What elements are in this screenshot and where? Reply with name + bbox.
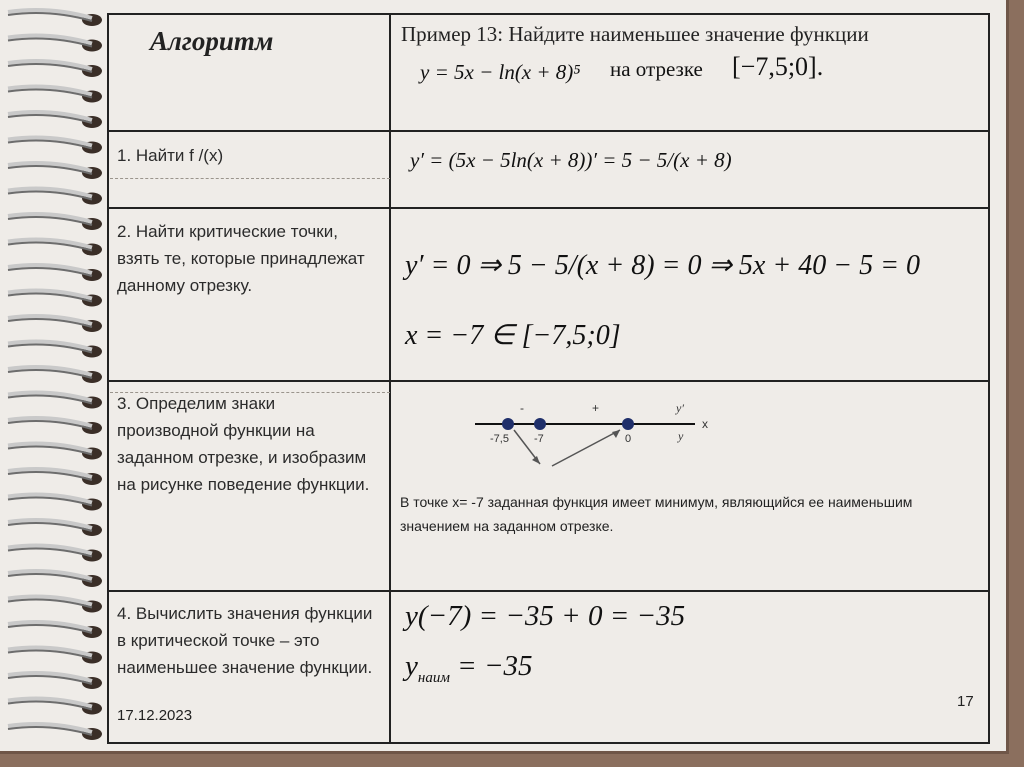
axis-x-label: x <box>702 417 708 431</box>
table-column-divider <box>389 13 391 744</box>
step-1-text: 1. Найти f /(x) <box>117 146 224 165</box>
row-dashed-line <box>110 178 390 179</box>
point-minus-7-5 <box>502 418 514 430</box>
step-2-formula-1: y′ = 0 ⇒ 5 − 5/(x + 8) = 0 ⇒ 5x + 40 − 5 = 0 <box>405 250 921 281</box>
sign-plus: + <box>592 401 600 415</box>
arrow-head <box>532 456 540 464</box>
spiral-binding <box>0 0 110 767</box>
label-minus-7-5: -7,5 <box>490 433 509 445</box>
point-minus-7 <box>534 418 546 430</box>
task-segment: [−7,5;0]. <box>732 52 824 81</box>
step-3-text: 3. Определим знаки производной функции на заданном отрезке, и изобразим на рисунке поведение функции. <box>117 394 370 494</box>
step-2-formula-2: x = −7 ∈ [−7,5;0] <box>405 320 621 351</box>
step-4-text: 4. Вычислить значения функции в критической точке – это наименьшее значение функции. <box>117 604 373 677</box>
page-number: 17 <box>957 693 974 710</box>
table-row-divider <box>107 207 990 209</box>
result-value: = −35 <box>449 650 533 682</box>
algorithm-title: Алгоритм <box>150 26 274 56</box>
step-1-formula: y′ = (5x − 5ln(x + 8))′ = 5 − 5/(x + 8) <box>410 148 732 172</box>
increasing-arrow <box>552 430 620 466</box>
function-label: y <box>678 429 684 443</box>
table-row-divider <box>107 130 990 132</box>
table-row-divider <box>107 590 990 592</box>
step-3-note: В точке х= -7 заданная функция имеет минимум, являющийся ее наименьшим значением на заданном отрезке. <box>400 494 913 534</box>
task-function-formula: y = 5x − ln(x + 8)⁵ <box>420 60 581 84</box>
sign-diagram <box>470 398 730 478</box>
task-statement: Пример 13: Найдите наименьшее значение функции <box>401 22 869 46</box>
y-subscript: наим <box>417 669 450 686</box>
derivative-label: y′ <box>676 401 684 415</box>
label-zero: 0 <box>625 433 632 445</box>
step-4-formula-1: y(−7) = −35 + 0 = −35 <box>405 600 686 632</box>
sign-minus: - <box>520 401 524 415</box>
task-segment-label: на отрезке <box>610 57 703 81</box>
table-row-divider <box>107 380 990 382</box>
label-minus-7: -7 <box>534 433 544 445</box>
step-4-formula-2 <box>405 650 533 687</box>
step-2-text: 2. Найти критические точки, взять те, которые принадлежат данному отрезку. <box>117 222 365 295</box>
point-zero <box>622 418 634 430</box>
slide-date: 17.12.2023 <box>117 707 193 724</box>
y-symbol: y <box>405 650 418 682</box>
